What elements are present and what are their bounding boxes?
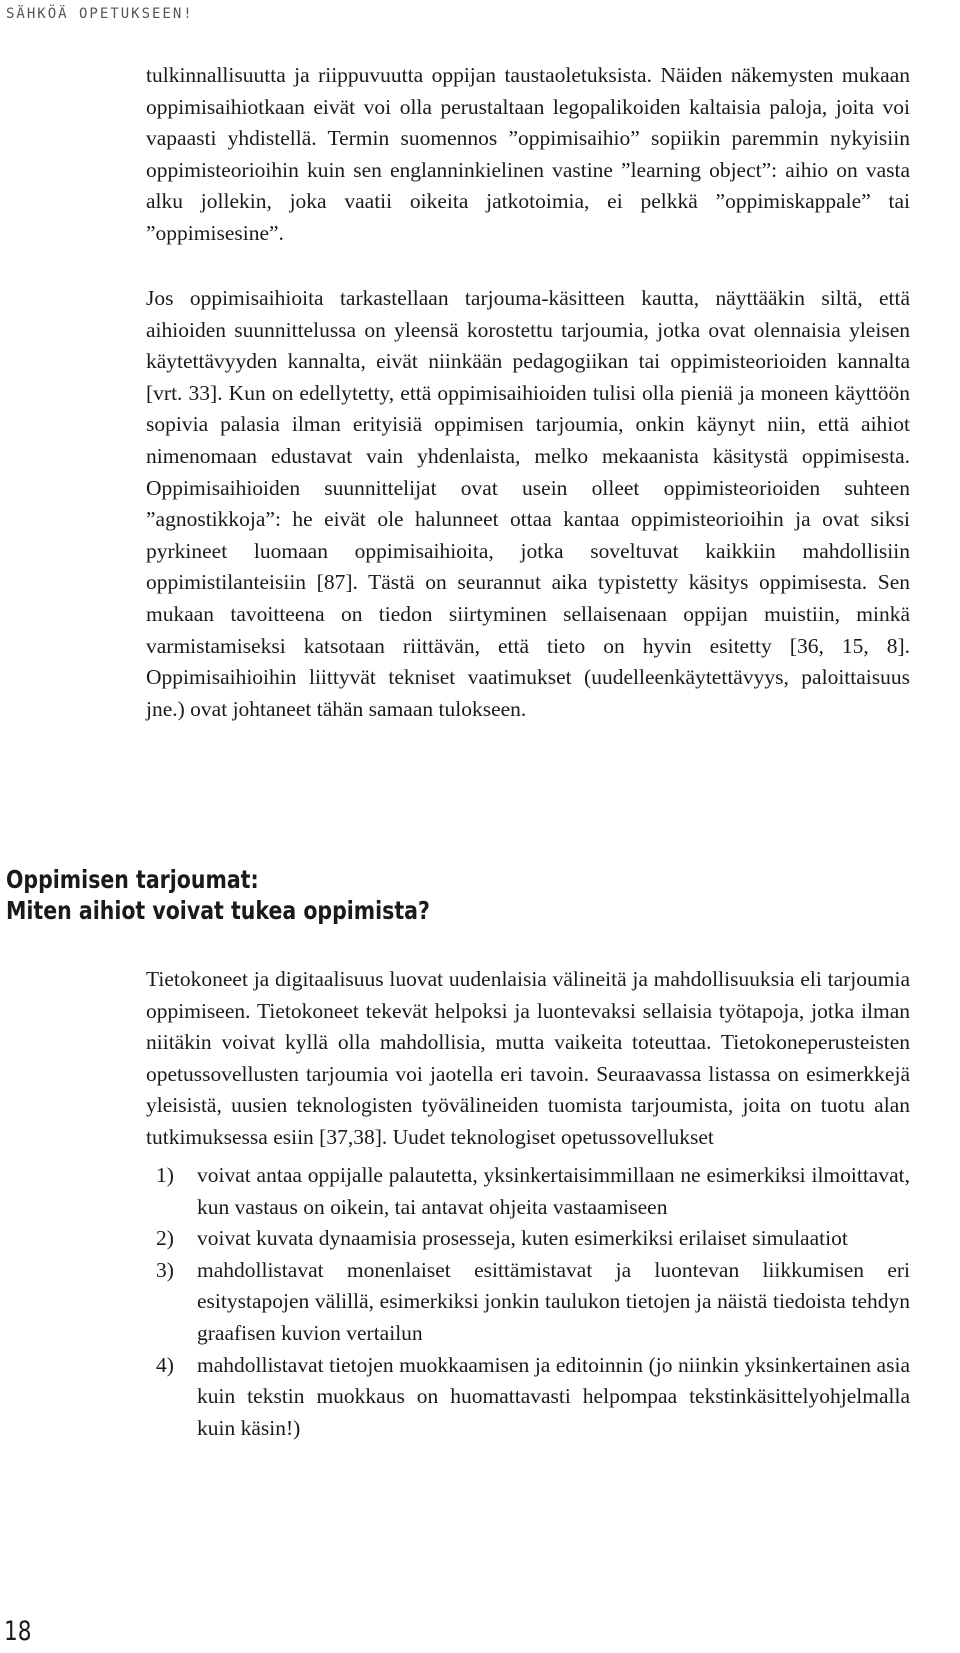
running-head: SÄHKÖÄ OPETUKSEEN! bbox=[6, 6, 194, 22]
list-item-number: 3) bbox=[156, 1257, 174, 1282]
list-item bbox=[146, 1350, 910, 1445]
section-heading-line-2: Miten aihiot voivat tukea oppimista? bbox=[6, 896, 430, 925]
list-item-text: mahdollistavat tietojen muokkaamisen ja editoinnin (jo niinkin yksinkertainen asia kuin tekstin muokkaus on huomattavasti helpompaa tekstinkäsittelyohjelmalla kuin käsin!) bbox=[197, 1352, 910, 1440]
list-item bbox=[146, 1160, 910, 1223]
body-paragraph-1: tulkinnallisuutta ja riippuvuutta oppijan taustaoletuksista. Näiden näkemysten mukaan oppimisaihiotkaan eivät voi olla perustaltaan legopalikoiden kaltaisia paloja, joita voi vapaasti yhdistellä. Termin suomennos ”oppimisaihio” sopiikin paremmin nykyisiin oppimisteorioihin kuin sen englanninkielinen vastine ”learning object”: aihio on vasta alku jollekin, joka vaatii oikeita jatkotoimia, ei pelkkä ”oppimiskappale” tai ”oppimisesine”. bbox=[146, 63, 910, 245]
affordance-list bbox=[146, 1160, 910, 1444]
section-heading bbox=[6, 864, 430, 926]
body-paragraph-2: Jos oppimisaihioita tarkastellaan tarjouma-käsitteen kautta, näyttääkin siltä, että aihioiden suunnittelussa on yleensä korostettu tarjoumia, jotka ovat olennaisia yleisen käytettävyyden kannalta, eivät niinkään pedagogiikan tai oppimisteorioiden kannalta [vrt. 33]. Kun on edellytetty, että oppimisaihioiden tulisi olla pieniä ja moneen käyttöön sopivia palasia ilman erityisiä oppimisen tarjoumia, onkin käynyt niin, että aihiot nimenomaan edustavat vain yhdenlaista, melko mekaanista käsitystä oppimisesta. Oppimisaihioiden suunnittelijat ovat usein olleet oppimisteorioiden suhteen ”agnostikkoja”: he eivät ole halunneet ottaa kantaa oppimisteorioihin ja ovat siksi pyrkineet luomaan oppimisaihioita, jotka soveltuvat kaikkiin mahdollisiin oppimistilanteisiin [87]. Tästä on seurannut aika typistetty käsitys oppimisesta. Sen mukaan tavoitteena on tiedon siirtyminen sellaisenaan oppijan muistiin, minkä varmistamiseksi katsotaan riittävän, että tieto on hyvin esitetty [36, 15, 8]. Oppimisaihioihin liittyvät tekniset vaatimukset (uudelleenkäytettävyys, paloittaisuus jne.) ovat johtaneet tähän samaan tulokseen. bbox=[146, 286, 910, 721]
page-number: 18 bbox=[4, 1616, 32, 1647]
list-item bbox=[146, 1255, 910, 1350]
list-item bbox=[146, 1223, 910, 1255]
list-item-number: 2) bbox=[156, 1226, 174, 1251]
section-heading-line-1: Oppimisen tarjoumat: bbox=[6, 865, 259, 894]
list-item-text: voivat antaa oppijalle palautetta, yksinkertaisimmillaan ne esimerkiksi ilmoittavat, kun vastaus on oikein, tai antavat ohjeita vastaamiseen bbox=[197, 1163, 910, 1219]
body-paragraph-3: Tietokoneet ja digitaalisuus luovat uudenlaisia välineitä ja mahdollisuuksia eli tarjoumia oppimiseen. Tietokoneet tekevät helpoksi ja luontevaksi sellaisia työtapoja, jotka ilman niitäkin voivat kyllä olla mahdollisia, mutta vaikeita toteuttaa. Tietokoneperusteisten opetussovellusten tarjoumia voi jaotella eri tavoin. Seuraavassa listassa on esimerkkejä yleisistä, uusien teknologisten työvälineiden tuomista tarjoumista, joita on tuotu alan tutkimuksessa esiin [37,38]. Uudet teknologiset opetussovellukset bbox=[146, 967, 910, 1149]
list-item-text: voivat kuvata dynaamisia prosesseja, kuten esimerkiksi erilaiset simulaatiot bbox=[197, 1226, 848, 1251]
list-item-number: 4) bbox=[156, 1352, 174, 1377]
list-item-text: mahdollistavat monenlaiset esittämistavat ja luontevan liikkumisen eri esitystapojen välillä, esimerkiksi jonkin taulukon tietojen ja näistä tiedoista tehdyn graafisen kuvion vertailun bbox=[197, 1257, 910, 1345]
list-item-number: 1) bbox=[156, 1163, 174, 1187]
